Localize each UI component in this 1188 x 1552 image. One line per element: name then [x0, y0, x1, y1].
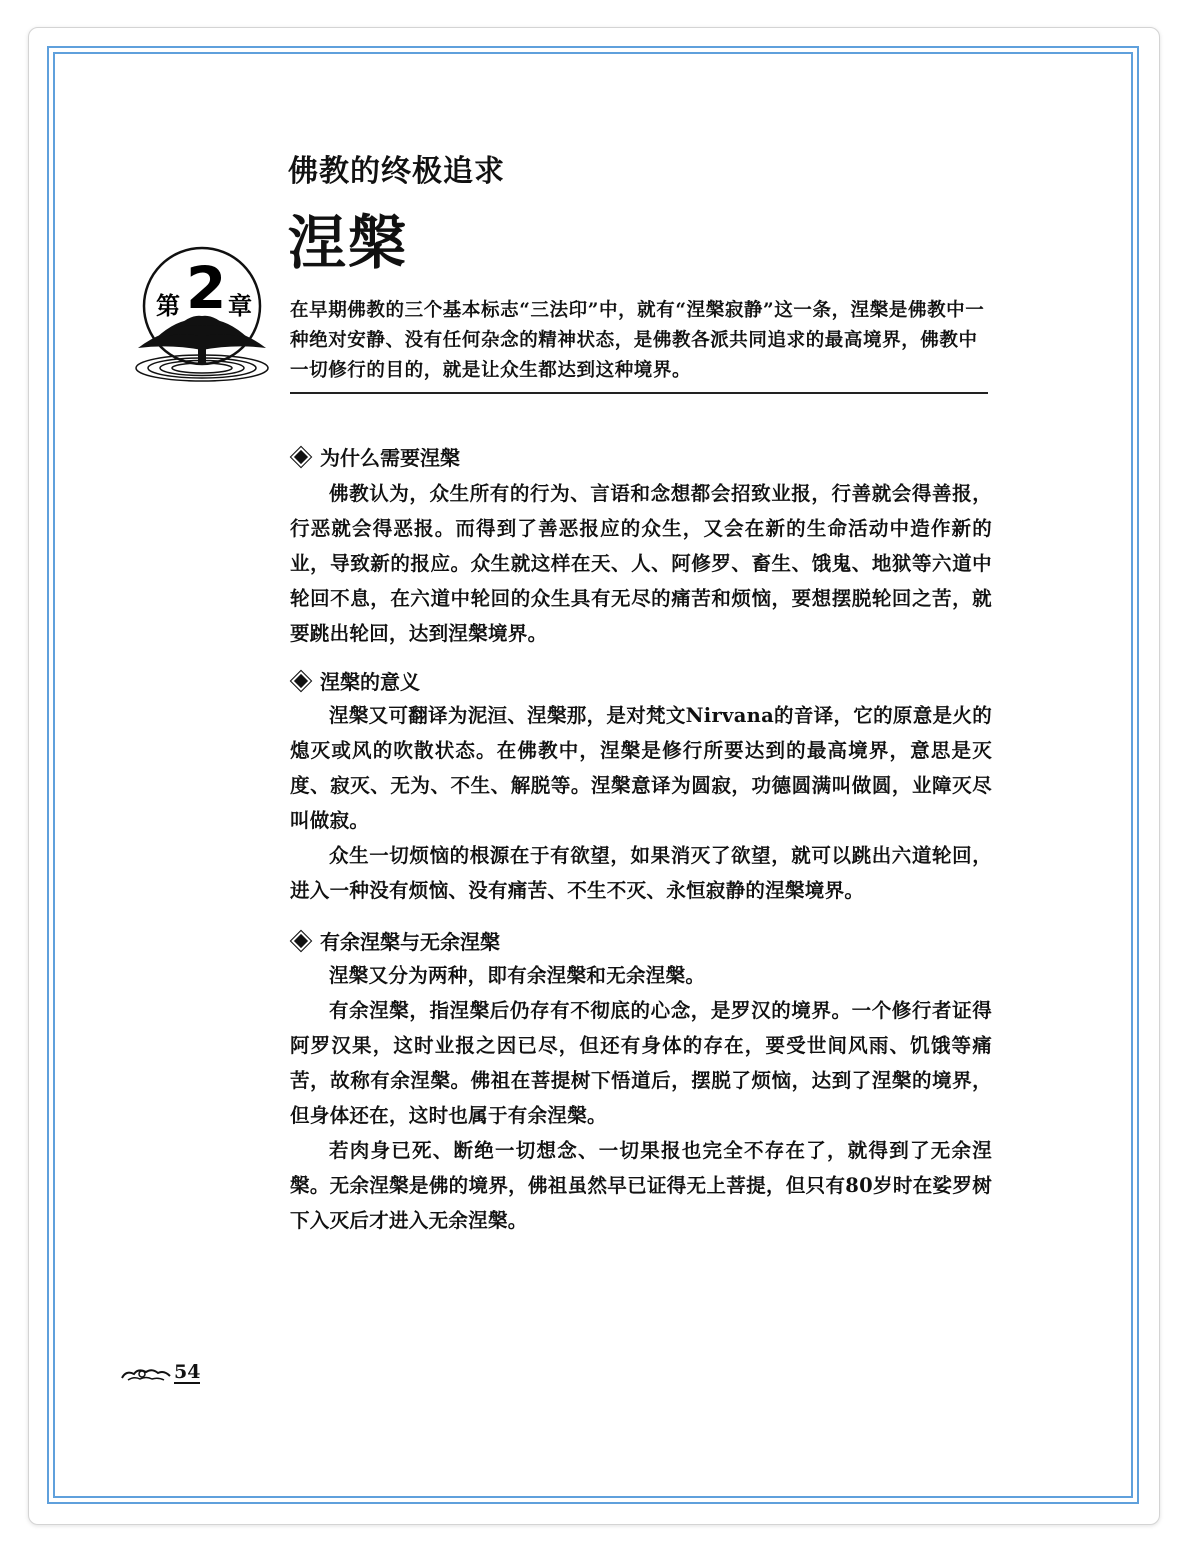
section-heading-types: [290, 926, 500, 955]
paragraph: 众生一切烦恼的根源在于有欲望，如果消灭了欲望，就可以跳出六道轮回，进入一种没有烦恼、没有痛苦、不生不灭、永恒寂静的涅槃境界。: [290, 844, 992, 902]
section-heading-meaning: [290, 666, 420, 695]
paragraph: 有余涅槃，指涅槃后仍存有不彻底的心念，是罗汉的境界。一个修行者证得阿罗汉果，这时业报之因已尽，但还有身体的存在，要受世间风雨、饥饿等痛苦，故称有余涅槃。佛祖在菩提树下悟道后，摆脱了烦恼，达到了涅槃的境界，但身体还在，这时也属于有余涅槃。: [290, 999, 992, 1127]
chapter-intro: 在早期佛教的三个基本标志“三法印”中，就有“涅槃寂静”这一条，涅槃是佛教中一种绝对安静、没有任何杂念的精神状态，是佛教各派共同追求的最高境界，佛教中一切修行的目的，就是让众生都达到这种境界。: [290, 300, 985, 381]
diamond-bullet-icon: [291, 931, 311, 951]
paragraph: 涅槃又分为两种，即有余涅槃和无余涅槃。: [329, 964, 706, 987]
diamond-bullet-icon: [291, 671, 311, 691]
section-heading-why: [290, 442, 460, 471]
diamond-bullet-icon: [291, 447, 311, 467]
section-heading-label: 为什么需要涅槃: [320, 446, 460, 470]
intro-divider: [290, 392, 988, 394]
chapter-subtitle: 佛教的终极追求: [288, 154, 505, 189]
section-heading-label: 涅槃的意义: [320, 670, 420, 694]
chapter-badge-prefix: 第: [156, 292, 180, 320]
chapter-badge-suffix: 章: [228, 292, 252, 320]
cloud-ornament-icon: [120, 1364, 172, 1384]
paragraph: 佛教认为，众生所有的行为、言语和念想都会招致业报，行善就会得善报，行恶就会得恶报。而得到了善恶报应的众生，又会在新的生命活动中造作新的业，导致新的报应。众生就这样在天、人、阿修罗、畜生、饿鬼、地狱等六道中轮回不息，在六道中轮回的众生具有无尽的痛苦和烦恼，要想摆脱轮回之苦，就要跳出轮回，达到涅槃境界。: [290, 482, 992, 645]
chapter-badge-number: 2: [186, 254, 227, 322]
chapter-badge: [130, 244, 278, 388]
page-number: [120, 1362, 200, 1384]
section-heading-label: 有余涅槃与无余涅槃: [320, 930, 500, 954]
chapter-title: 涅槃: [288, 209, 409, 277]
paragraph: 若肉身已死、断绝一切想念、一切果报也完全不存在了，就得到了无余涅槃。无余涅槃是佛的境界，佛祖虽然早已证得无上菩提，但只有80岁时在娑罗树下入灭后才进入无余涅槃。: [290, 1139, 992, 1232]
page-number-text: 54: [174, 1361, 201, 1383]
paragraph: 涅槃又可翻译为泥洹、涅槃那，是对梵文Nirvana的音译，它的原意是火的熄灭或风的吹散状态。在佛教中，涅槃是修行所要达到的最高境界，意思是灭度、寂灭、无为、不生、解脱等。涅槃意译为圆寂，功德圆满叫做圆，业障灭尽叫做寂。: [290, 704, 992, 832]
